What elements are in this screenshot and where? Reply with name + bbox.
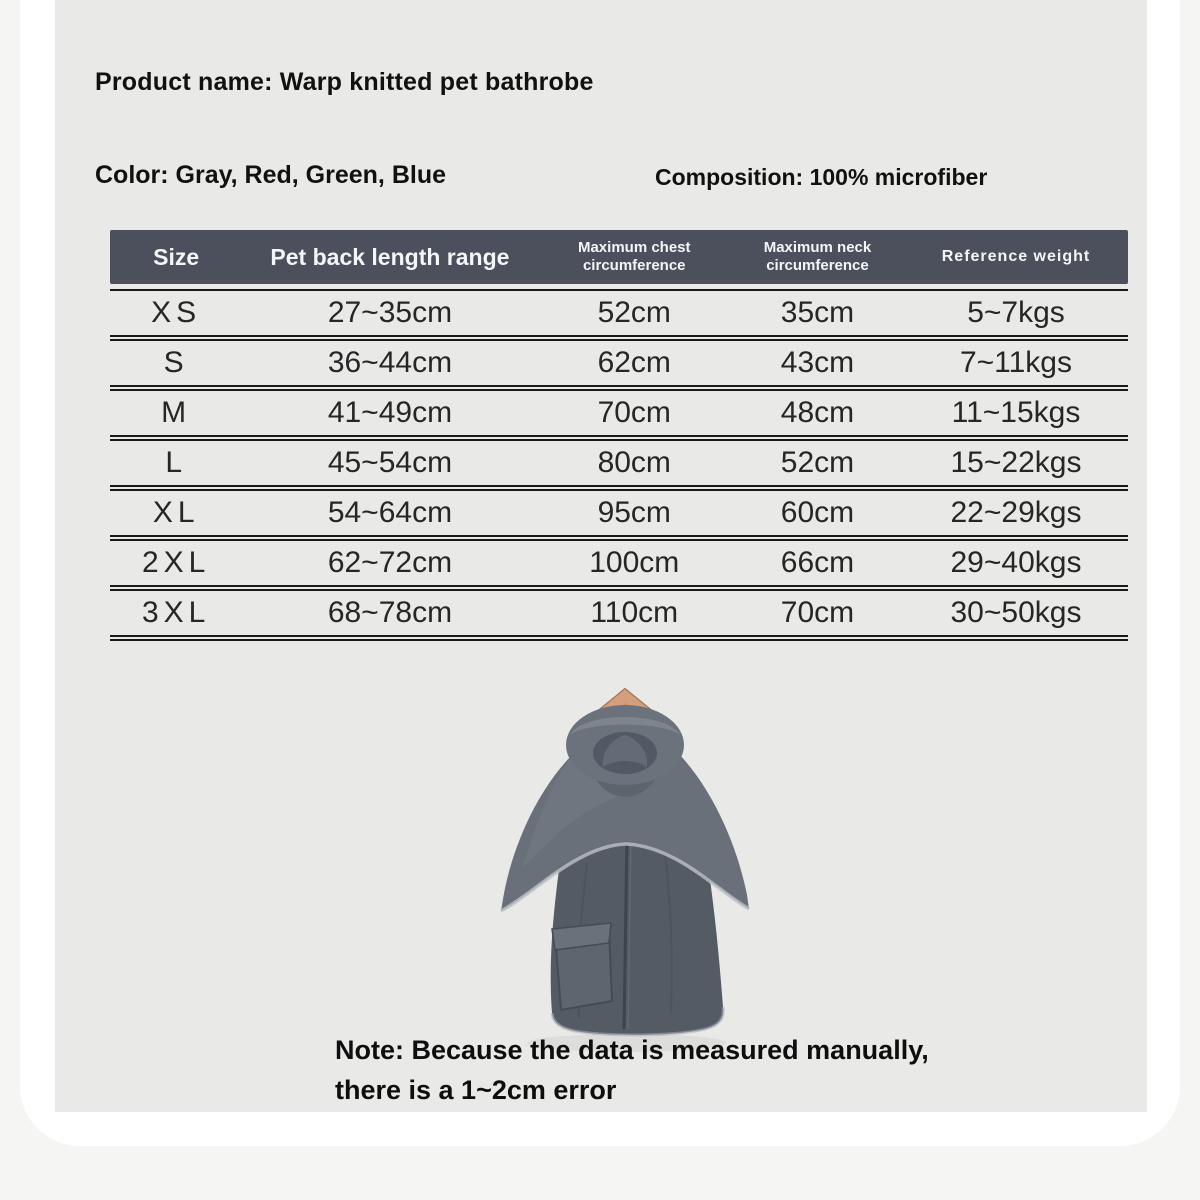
cell-neck: 43cm xyxy=(780,346,855,379)
size-chart-table xyxy=(110,230,1128,641)
composition-text: Composition: 100% microfiber xyxy=(655,164,988,190)
cell-back: 54~64cm xyxy=(327,496,453,529)
header-weight: Reference weight xyxy=(941,248,1091,265)
cell-weight: 29~40kgs xyxy=(950,546,1082,579)
cell-chest: 70cm xyxy=(597,396,671,429)
table-row-s xyxy=(110,341,1128,385)
cell-weight: 22~29kgs xyxy=(950,496,1082,529)
product-photo xyxy=(475,683,775,1055)
cell-size: M xyxy=(161,396,192,429)
cell-back: 68~78cm xyxy=(327,596,453,629)
note-text xyxy=(335,1030,929,1110)
note-line-1: Note: Because the data is measured manually, xyxy=(335,1035,929,1065)
cell-back: 41~49cm xyxy=(327,396,453,429)
cell-weight: 7~11kgs xyxy=(959,346,1072,379)
product-name-text: Product name: Warp knitted pet bathrobe xyxy=(95,68,594,96)
cell-neck: 70cm xyxy=(780,596,855,629)
cell-size: L xyxy=(165,446,187,479)
cell-weight: 30~50kgs xyxy=(950,596,1082,629)
cell-back: 36~44cm xyxy=(327,346,453,379)
cell-weight: 15~22kgs xyxy=(950,446,1082,479)
table-row-l xyxy=(110,441,1128,485)
note-line-2: there is a 1~2cm error xyxy=(335,1075,617,1105)
header-back-length: Pet back length range xyxy=(270,243,510,270)
bathrobe-illustration xyxy=(475,683,775,1055)
table-row-xs xyxy=(110,291,1128,335)
header-neck: Maximum neck circumference xyxy=(763,239,872,274)
row-divider xyxy=(110,635,1128,641)
cell-chest: 52cm xyxy=(597,296,671,329)
cell-back: 45~54cm xyxy=(327,446,453,479)
cell-neck: 60cm xyxy=(780,496,855,529)
cell-size: 3XL xyxy=(141,596,211,629)
cell-size: 2XL xyxy=(141,546,211,579)
table-header-row xyxy=(110,230,1128,284)
cell-chest: 95cm xyxy=(597,496,671,529)
cell-size: XS xyxy=(151,296,202,329)
cell-back: 27~35cm xyxy=(327,296,453,329)
cell-back: 62~72cm xyxy=(327,546,453,579)
cell-neck: 66cm xyxy=(780,546,855,579)
cell-size: XL xyxy=(152,496,200,529)
cell-chest: 110cm xyxy=(590,596,679,629)
table-row-3xl xyxy=(110,591,1128,635)
cell-neck: 48cm xyxy=(780,396,855,429)
table-row-2xl xyxy=(110,541,1128,585)
cell-neck: 35cm xyxy=(780,296,855,329)
table-row-xl xyxy=(110,491,1128,535)
color-options-text: Color: Gray, Red, Green, Blue xyxy=(95,161,447,189)
cell-chest: 80cm xyxy=(597,446,671,479)
header-chest: Maximum chest circumference xyxy=(577,239,691,274)
cell-chest: 100cm xyxy=(589,546,680,579)
header-size: Size xyxy=(153,243,200,270)
table-row-m xyxy=(110,391,1128,435)
cell-size: S xyxy=(163,346,189,379)
cell-weight: 11~15kgs xyxy=(951,396,1081,429)
cell-chest: 62cm xyxy=(597,346,671,379)
content-panel xyxy=(55,0,1147,1112)
cell-neck: 52cm xyxy=(780,446,855,479)
cell-weight: 5~7kgs xyxy=(967,296,1065,329)
